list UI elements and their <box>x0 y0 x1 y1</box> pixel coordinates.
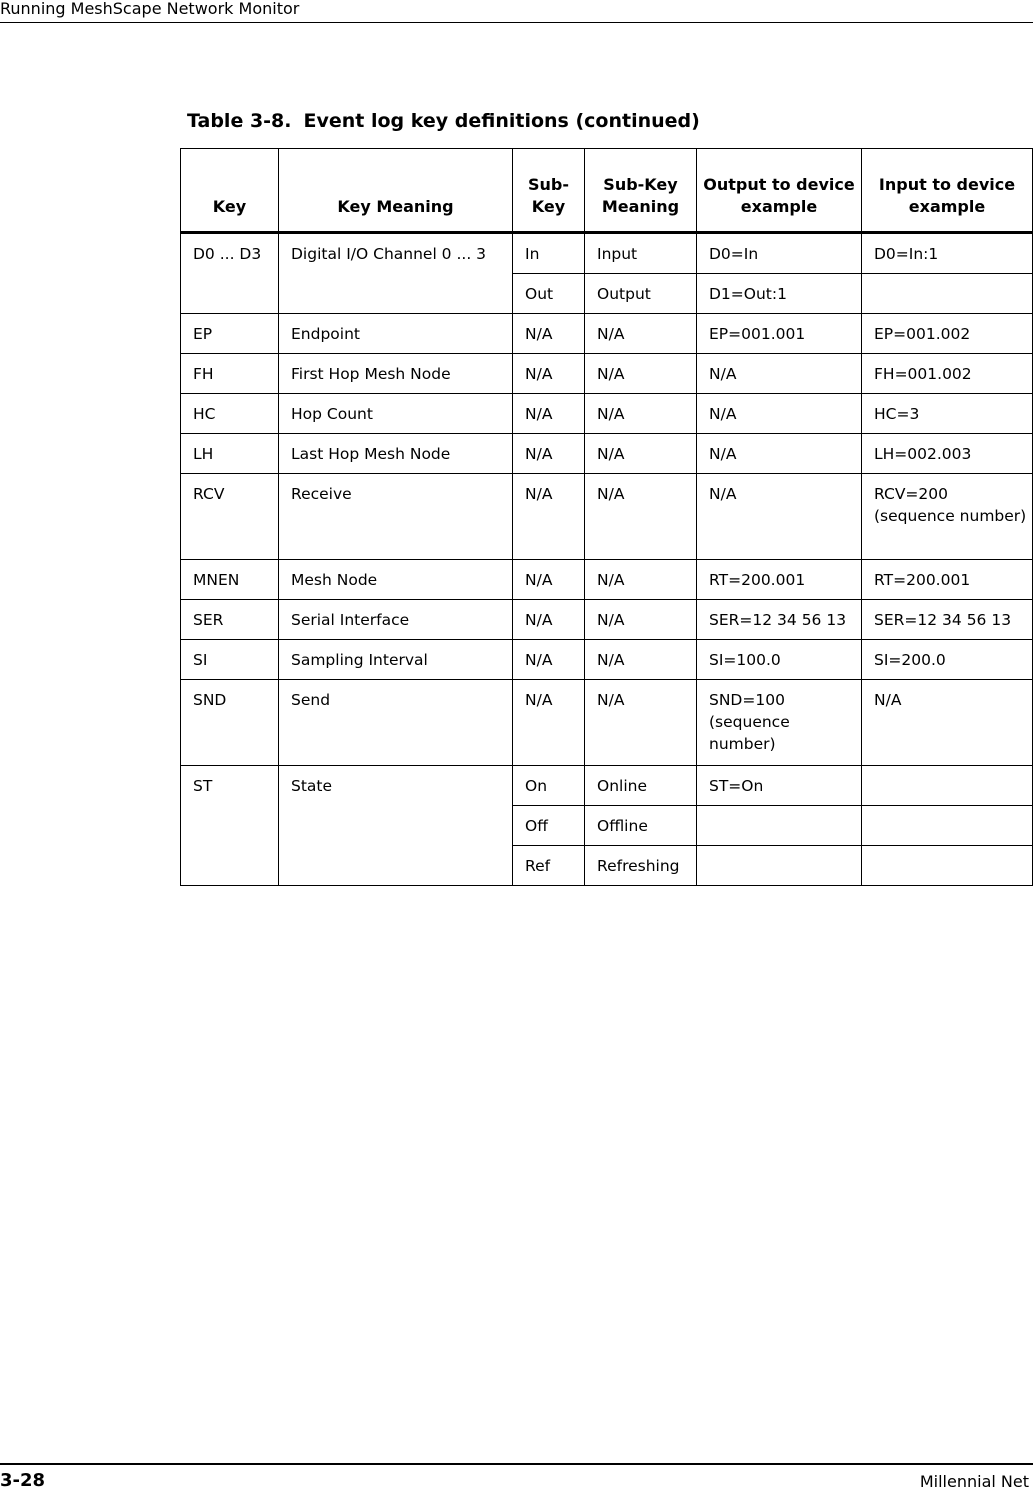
cell-key: ST <box>181 766 279 886</box>
cell-output-example: ST=On <box>697 766 862 806</box>
cell-sub-key-meaning: Online <box>585 766 697 806</box>
cell-input-example <box>862 806 1033 846</box>
table-caption-label: Table 3-8. <box>187 110 292 132</box>
cell-sub-key-meaning: Input <box>585 233 697 274</box>
header-rule <box>0 22 1033 23</box>
cell-sub-key: N/A <box>513 600 585 640</box>
table-row <box>181 233 1033 274</box>
table-caption <box>187 110 700 132</box>
table-body <box>181 233 1033 886</box>
cell-sub-key-meaning: N/A <box>585 354 697 394</box>
table-row <box>181 394 1033 434</box>
cell-output-example: N/A <box>697 474 862 560</box>
cell-output-example: N/A <box>697 354 862 394</box>
cell-input-example: D0=In:1 <box>862 233 1033 274</box>
cell-sub-key-meaning: N/A <box>585 474 697 560</box>
table-row <box>181 314 1033 354</box>
footer-company: Millennial Net <box>919 1472 1029 1491</box>
cell-input-example: FH=001.002 <box>862 354 1033 394</box>
cell-key: D0 ... D3 <box>181 233 279 314</box>
cell-sub-key-meaning: N/A <box>585 394 697 434</box>
cell-sub-key: Ref <box>513 846 585 886</box>
table-row <box>181 600 1033 640</box>
cell-output-example: RT=200.001 <box>697 560 862 600</box>
cell-key-meaning: Sampling Interval <box>279 640 513 680</box>
cell-key-meaning: Hop Count <box>279 394 513 434</box>
cell-key-meaning: Send <box>279 680 513 766</box>
cell-key-meaning: Digital I/O Channel 0 ... 3 <box>279 233 513 314</box>
cell-input-example: RT=200.001 <box>862 560 1033 600</box>
cell-key: FH <box>181 354 279 394</box>
col-header-input-example: Input to device example <box>862 149 1033 233</box>
cell-input-example: LH=002.003 <box>862 434 1033 474</box>
cell-sub-key: N/A <box>513 474 585 560</box>
cell-sub-key: Out <box>513 274 585 314</box>
cell-sub-key-meaning: Refreshing <box>585 846 697 886</box>
cell-output-example <box>697 846 862 886</box>
cell-sub-key: N/A <box>513 560 585 600</box>
cell-output-example: SI=100.0 <box>697 640 862 680</box>
cell-key: SER <box>181 600 279 640</box>
cell-output-example: N/A <box>697 394 862 434</box>
cell-key: MNEN <box>181 560 279 600</box>
table-row <box>181 354 1033 394</box>
table-row <box>181 766 1033 806</box>
cell-output-example: SND=100 (sequence number) <box>697 680 862 766</box>
cell-sub-key: N/A <box>513 640 585 680</box>
col-header-key-meaning: Key Meaning <box>279 149 513 233</box>
cell-output-example: N/A <box>697 434 862 474</box>
event-log-key-table <box>180 148 1033 886</box>
cell-input-example <box>862 274 1033 314</box>
cell-key-meaning: Receive <box>279 474 513 560</box>
cell-key: HC <box>181 394 279 434</box>
col-header-output-example: Output to device example <box>697 149 862 233</box>
cell-key-meaning: Serial Interface <box>279 600 513 640</box>
table-row <box>181 434 1033 474</box>
cell-sub-key: N/A <box>513 434 585 474</box>
table-caption-title: Event log key definitions (continued) <box>303 110 700 132</box>
cell-key-meaning: State <box>279 766 513 886</box>
cell-sub-key: N/A <box>513 680 585 766</box>
running-header: Running MeshScape Network Monitor <box>0 0 300 18</box>
cell-sub-key-meaning: N/A <box>585 600 697 640</box>
cell-key-meaning: First Hop Mesh Node <box>279 354 513 394</box>
cell-input-example: RCV=200 (sequence number) <box>862 474 1033 560</box>
cell-sub-key-meaning: Offline <box>585 806 697 846</box>
cell-input-example: SER=12 34 56 13 <box>862 600 1033 640</box>
table-row <box>181 640 1033 680</box>
cell-key: LH <box>181 434 279 474</box>
cell-sub-key: Off <box>513 806 585 846</box>
cell-output-example: EP=001.001 <box>697 314 862 354</box>
cell-output-example: SER=12 34 56 13 <box>697 600 862 640</box>
table-row <box>181 560 1033 600</box>
cell-key-meaning: Endpoint <box>279 314 513 354</box>
cell-input-example: N/A <box>862 680 1033 766</box>
table-row <box>181 680 1033 766</box>
table-header-row <box>181 149 1033 233</box>
col-header-key: Key <box>181 149 279 233</box>
col-header-sub-key: Sub-Key <box>513 149 585 233</box>
cell-output-example: D0=In <box>697 233 862 274</box>
cell-key: EP <box>181 314 279 354</box>
cell-sub-key-meaning: N/A <box>585 434 697 474</box>
cell-input-example <box>862 846 1033 886</box>
cell-sub-key-meaning: N/A <box>585 680 697 766</box>
cell-key: SI <box>181 640 279 680</box>
table-row <box>181 474 1033 560</box>
col-header-sub-key-meaning: Sub-Key Meaning <box>585 149 697 233</box>
footer-rule <box>0 1463 1033 1465</box>
cell-input-example: SI=200.0 <box>862 640 1033 680</box>
cell-sub-key: On <box>513 766 585 806</box>
cell-sub-key-meaning: N/A <box>585 640 697 680</box>
page-number: 3-28 <box>0 1470 46 1491</box>
cell-sub-key: N/A <box>513 314 585 354</box>
cell-sub-key-meaning: N/A <box>585 560 697 600</box>
cell-sub-key-meaning: N/A <box>585 314 697 354</box>
cell-sub-key: N/A <box>513 354 585 394</box>
cell-key: SND <box>181 680 279 766</box>
cell-input-example <box>862 766 1033 806</box>
cell-input-example: EP=001.002 <box>862 314 1033 354</box>
cell-input-example: HC=3 <box>862 394 1033 434</box>
cell-sub-key-meaning: Output <box>585 274 697 314</box>
cell-output-example: D1=Out:1 <box>697 274 862 314</box>
cell-key-meaning: Mesh Node <box>279 560 513 600</box>
cell-key-meaning: Last Hop Mesh Node <box>279 434 513 474</box>
cell-key: RCV <box>181 474 279 560</box>
cell-output-example <box>697 806 862 846</box>
cell-sub-key: In <box>513 233 585 274</box>
cell-sub-key: N/A <box>513 394 585 434</box>
